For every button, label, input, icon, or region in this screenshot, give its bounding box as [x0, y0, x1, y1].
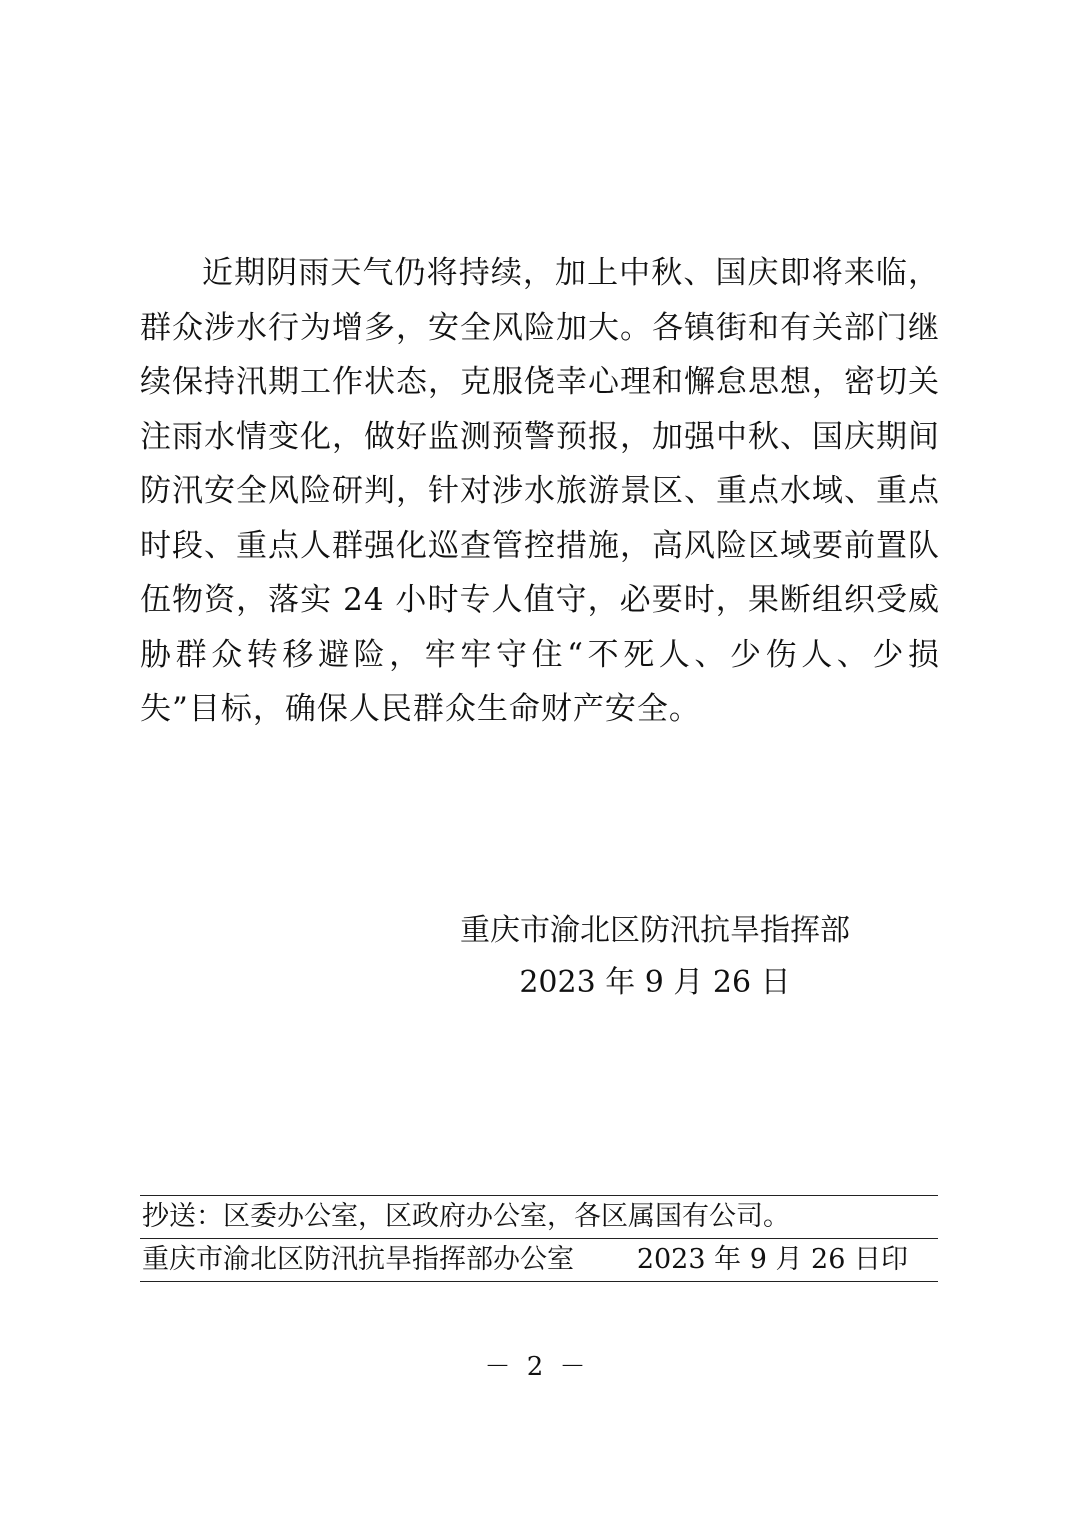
document-footer	[140, 1195, 938, 1282]
cc-line: 抄送：区委办公室，区政府办公室，各区属国有公司。	[142, 1201, 790, 1232]
issue-date: 2023 年 9 月 26 日	[519, 965, 791, 1000]
signature-block	[440, 905, 870, 1009]
body-paragraph: 近期阴雨天气仍将持续，加上中秋、国庆即将来临，群众涉水行为增多，安全风险加大。各镇街和有关部门继续保持汛期工作状态，克服侥幸心理和懈怠思想，密切关注雨水情变化，做好监测预警预报，加强中秋、国庆期间防汛安全风险研判，针对涉水旅游景区、重点水域、重点时段、重点人群强化巡查管控措施，高风险区域要前置队伍物资，落实 24 小时专人值守，必要时，果断组织受威胁群众转移避险，牢牢守住“不死人、少伤人、少损失”目标，确保人民群众生命财产安全。	[140, 255, 940, 727]
footer-bottom-rule	[140, 1281, 938, 1282]
print-info-line	[140, 1239, 938, 1281]
issuing-organization: 重庆市渝北区防汛抗旱指挥部	[460, 913, 850, 948]
page-number: － 2 －	[484, 1352, 590, 1382]
printed-by: 重庆市渝北区防汛抗旱指挥部办公室	[142, 1244, 574, 1275]
printed-date: 2023 年 9 月 26 日印	[636, 1244, 908, 1275]
